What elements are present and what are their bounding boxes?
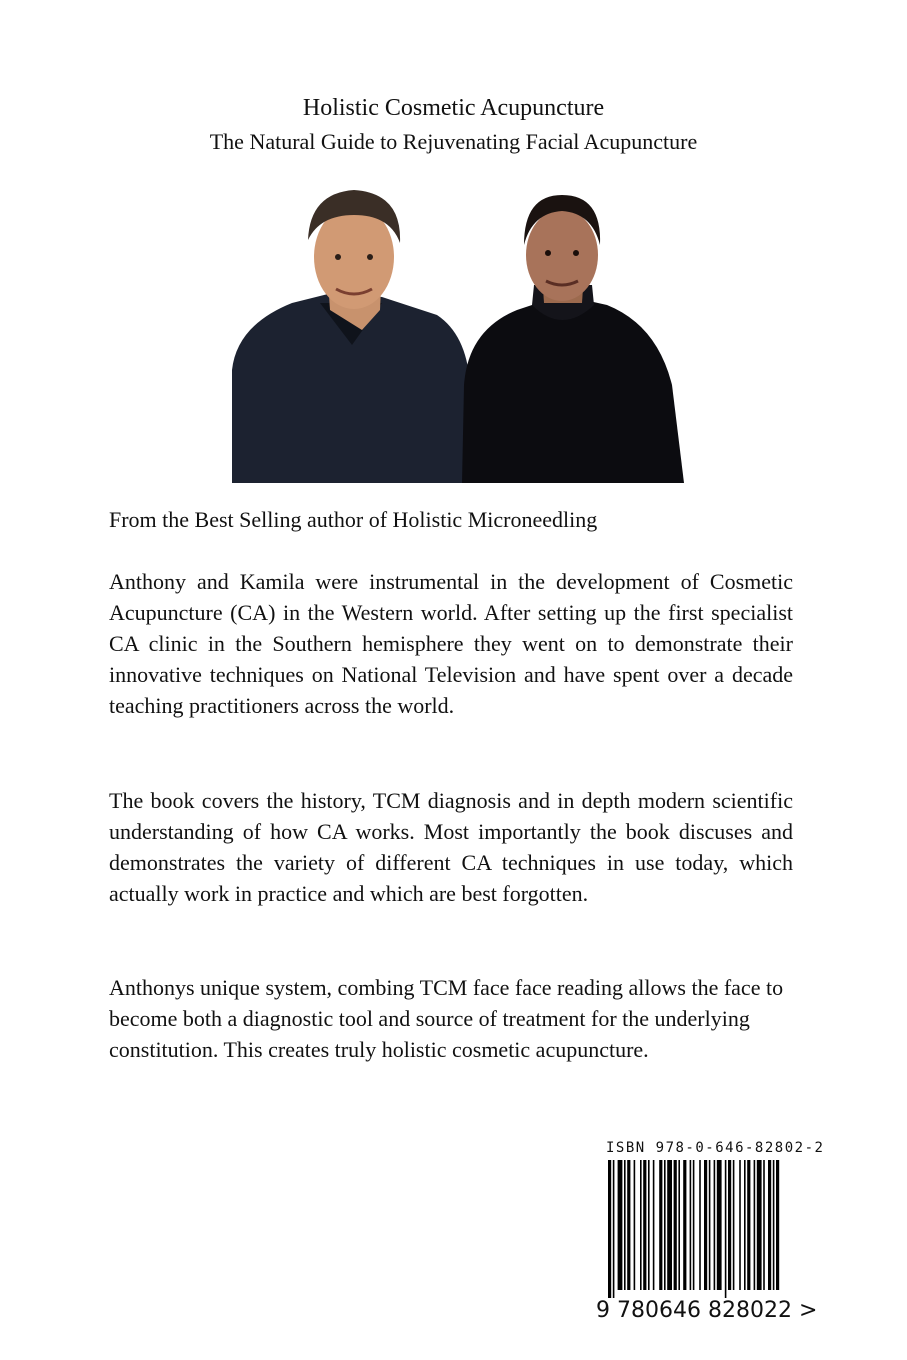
book-subtitle: The Natural Guide to Rejuvenating Facial Acupuncture bbox=[209, 129, 698, 154]
isbn-label: ISBN 978-0-646-82802-2 bbox=[606, 1140, 825, 1156]
description-paragraph-1: Anthony and Kamila were instrumental in the development of Cosmetic Acupuncture (CA) in the Western world. After setting up the first specialist CA clinic in the Southern hemisphere they went on to demonstrate their innovative techniques on National Television and have spent over a decade teaching practitioners across the world. bbox=[109, 569, 793, 718]
isbn-barcode bbox=[596, 1138, 858, 1328]
authors-photo bbox=[232, 185, 684, 483]
title-block bbox=[0, 93, 907, 157]
barcode-digits: 9 780646 828022 > bbox=[596, 1298, 818, 1323]
description-paragraph-2: The book covers the history, TCM diagnosis and in depth modern scientific understanding of how CA works. Most importantly the book discuses and demonstrates the variety of different CA techniques in use today, which actually work in practice and which are best forgotten. bbox=[109, 788, 793, 906]
description-paragraph-3: Anthonys unique system, combing TCM face face reading allows the face to become both a diagnostic tool and source of treatment for the underlying constitution. This creates truly holistic cosmetic acupuncture. bbox=[109, 975, 784, 1062]
barcode-bars-icon bbox=[596, 1160, 858, 1300]
authors-photo-icon bbox=[232, 185, 684, 483]
tagline: From the Best Selling author of Holistic Microneedling bbox=[109, 507, 598, 532]
woman-figure bbox=[462, 195, 684, 483]
book-title: Holistic Cosmetic Acupuncture bbox=[302, 95, 605, 121]
man-figure bbox=[232, 190, 472, 483]
